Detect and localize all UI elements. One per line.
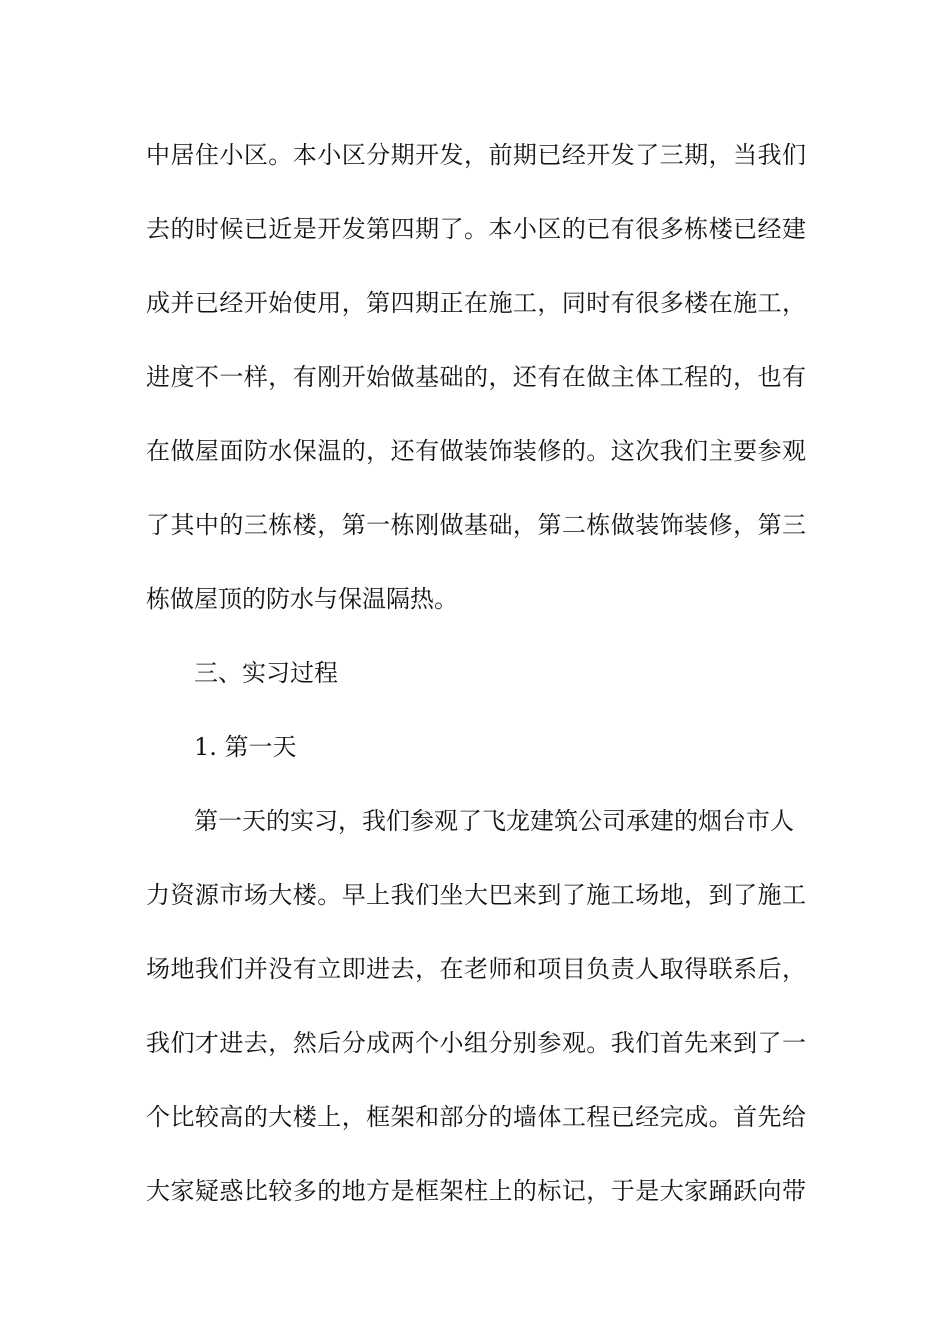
document-body bbox=[146, 118, 806, 1228]
paragraph-line: 力资源市场大楼。早上我们坐大巴来到了施工场地，到了施工 bbox=[146, 881, 806, 909]
paragraph-line: 栋做屋顶的防水与保温隔热。 bbox=[146, 585, 458, 613]
paragraph-line: 第一天的实习，我们参观了飞龙建筑公司承建的烟台市人 bbox=[194, 807, 794, 835]
paragraph-line: 了其中的三栋楼，第一栋刚做基础，第二栋做装饰装修，第三 bbox=[146, 511, 806, 539]
paragraph-line: 成并已经开始使用，第四期正在施工，同时有很多楼在施工， bbox=[146, 289, 806, 317]
paragraph-line: 我们才进去，然后分成两个小组分别参观。我们首先来到了一 bbox=[146, 1029, 806, 1057]
paragraph-line: 去的时候已近是开发第四期了。本小区的已有很多栋楼已经建 bbox=[146, 215, 806, 243]
section-heading: 三、实习过程 bbox=[194, 659, 338, 687]
paragraph-line: 在做屋面防水保温的，还有做装饰装修的。这次我们主要参观 bbox=[146, 437, 806, 465]
paragraph-line: 大家疑惑比较多的地方是框架柱上的标记，于是大家踊跃向带 bbox=[146, 1177, 806, 1205]
paragraph-line: 个比较高的大楼上，框架和部分的墙体工程已经完成。首先给 bbox=[146, 1103, 806, 1131]
paragraph-line: 进度不一样，有刚开始做基础的，还有在做主体工程的，也有 bbox=[146, 363, 806, 391]
subsection-heading: 1. 第一天 bbox=[194, 733, 297, 761]
paragraph-line: 中居住小区。本小区分期开发，前期已经开发了三期，当我们 bbox=[146, 141, 806, 169]
paragraph-line: 场地我们并没有立即进去，在老师和项目负责人取得联系后， bbox=[146, 955, 806, 983]
